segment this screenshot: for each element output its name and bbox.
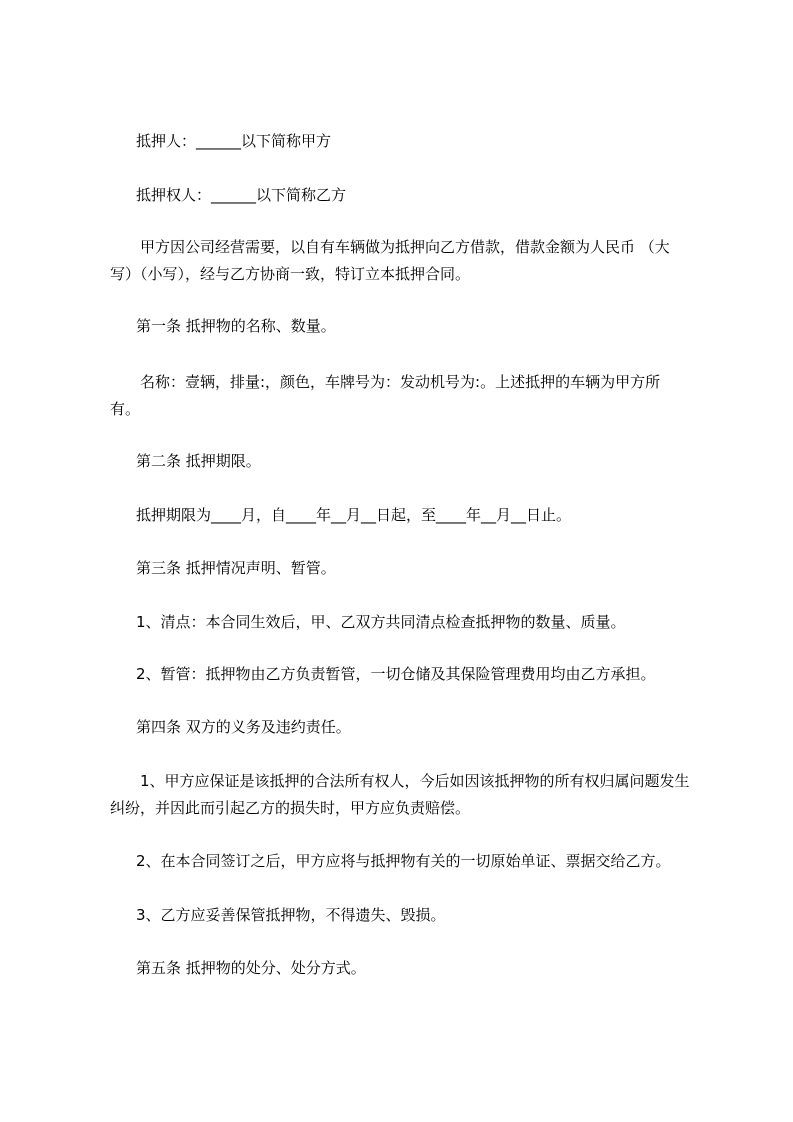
article-1-heading: 第一条 抵押物的名称、数量。 [136,317,336,335]
article-5-heading: 第五条 抵押物的处分、处分方式。 [136,959,366,977]
paragraph-mortgagor: 抵押人：______以下简称甲方 [136,132,332,150]
article-3-heading: 第三条 抵押情况声明、暂管。 [136,559,336,577]
article-4-heading: 第四条 双方的义务及违约责任。 [136,718,351,736]
paragraph-documents-handover: 2、在本合同签订之后，甲方应将与抵押物有关的一切原始单证、票据交给乙方。 [136,852,671,870]
paragraph-preamble: 甲方因公司经营需要，以自有车辆做为抵押向乙方借款，借款金额为人民币 （大写）（小写），经与乙方协商一致，特订立本抵押合同。 [110,238,670,283]
paragraph-mortgagee: 抵押权人：______以下简称乙方 [136,186,347,204]
paragraph-ownership-guarantee: 1、甲方应保证是该抵押的合法所有权人，今后如因该抵押物的所有权归属问题发生纠纷，并因此而引起乙方的损失时，甲方应负责赔偿。 [110,772,690,817]
paragraph-mortgage-term: 抵押期限为____月，自____年__月__日起，至____年__月__日止。 [136,506,572,524]
paragraph-custody: 2、暂管：抵押物由乙方负责暂管，一切仓储及其保险管理费用均由乙方承担。 [136,665,656,683]
paragraph-collateral-name: 名称：壹辆，排量:，颜色，车牌号为：发动机号为:。上述抵押的车辆为甲方所有。 [110,373,661,418]
paragraph-inventory: 1、清点：本合同生效后，甲、乙双方共同清点检查抵押物的数量、质量。 [136,613,626,631]
article-2-heading: 第二条 抵押期限。 [136,452,261,470]
paragraph-safekeeping: 3、乙方应妥善保管抵押物，不得遗失、毁损。 [136,906,446,924]
